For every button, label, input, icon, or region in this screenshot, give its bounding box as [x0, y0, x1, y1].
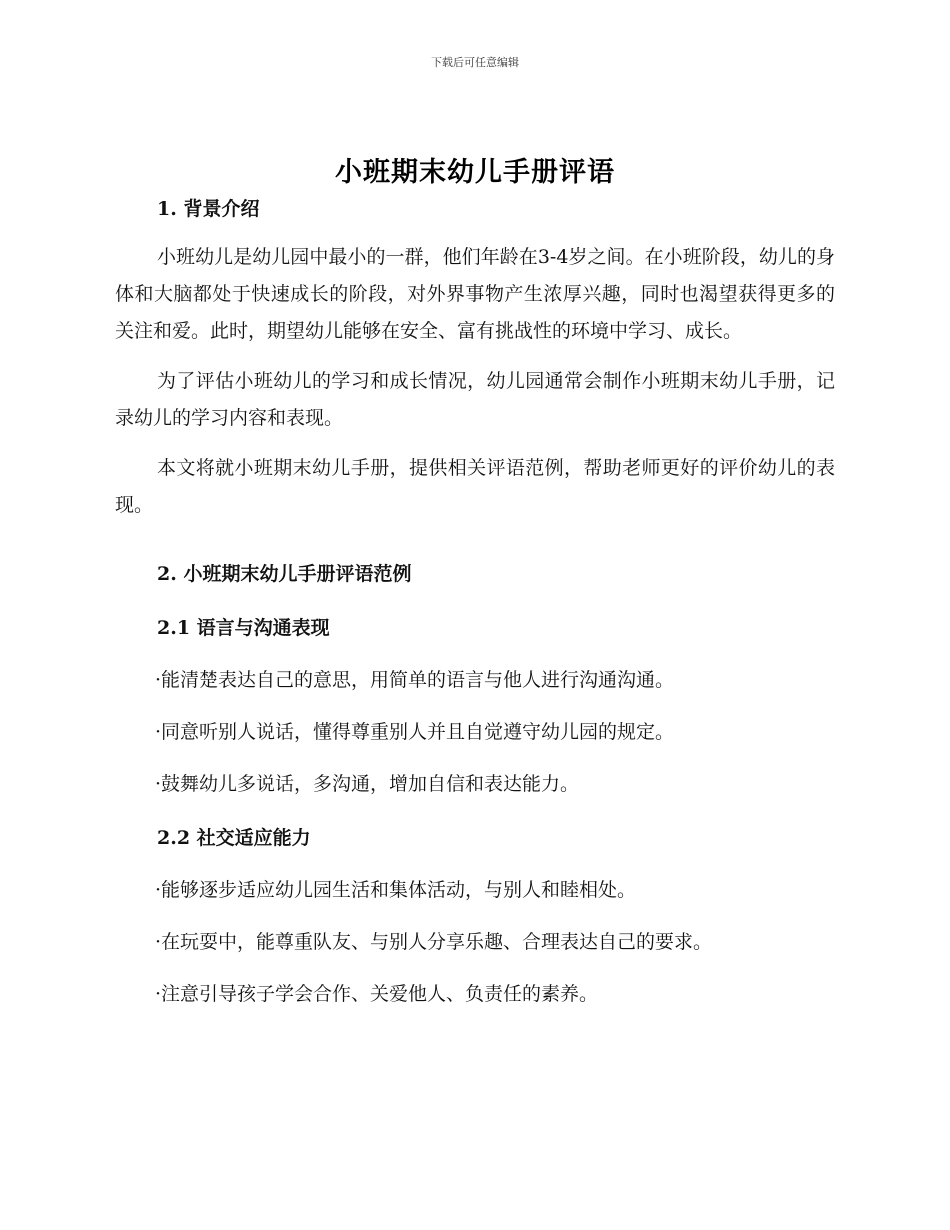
list-item: ·能清楚表达自己的意思，用简单的语言与他人进行沟通沟通。	[155, 669, 675, 691]
list-item: ·注意引导孩子学会合作、关爱他人、负责任的素养。	[155, 983, 599, 1005]
paragraph: 小班幼儿是幼儿园中最小的一群，他们年龄在3-4岁之间。在小班阶段，幼儿的身体和大脑都处于快速成长的阶段，对外界事物产生浓厚兴趣，同时也渴望获得更多的关注和爱。此时，期望幼儿能够在安全、富有挑战性的环境中学习、成长。	[115, 246, 835, 342]
paragraph: 为了评估小班幼儿的学习和成长情况，幼儿园通常会制作小班期末幼儿手册，记录幼儿的学习内容和表现。	[115, 370, 835, 429]
list-item: ·在玩耍中，能尊重队友、与别人分享乐趣、合理表达自己的要求。	[155, 931, 713, 953]
list-item: ·同意听别人说话，懂得尊重别人并且自觉遵守幼儿园的规定。	[155, 721, 675, 743]
subsection-heading-language: 2.1 语言与沟通表现	[157, 617, 330, 639]
list-item: ·鼓舞幼儿多说话，多沟通，增加自信和表达能力。	[155, 773, 580, 795]
paragraph: 本文将就小班期末幼儿手册，提供相关评语范例，帮助老师更好的评价幼儿的表现。	[115, 457, 835, 516]
section-heading-examples: 2. 小班期末幼儿手册评语范例	[157, 563, 412, 585]
subsection-heading-social: 2.2 社交适应能力	[157, 827, 311, 849]
section-heading-background: 1. 背景介绍	[157, 198, 260, 220]
header-note: 下载后可任意编辑	[431, 56, 519, 69]
list-item: ·能够逐步适应幼儿园生活和集体活动，与别人和睦相处。	[155, 879, 637, 901]
document-body	[115, 195, 835, 1008]
document-title: 小班期末幼儿手册评语	[335, 157, 615, 188]
